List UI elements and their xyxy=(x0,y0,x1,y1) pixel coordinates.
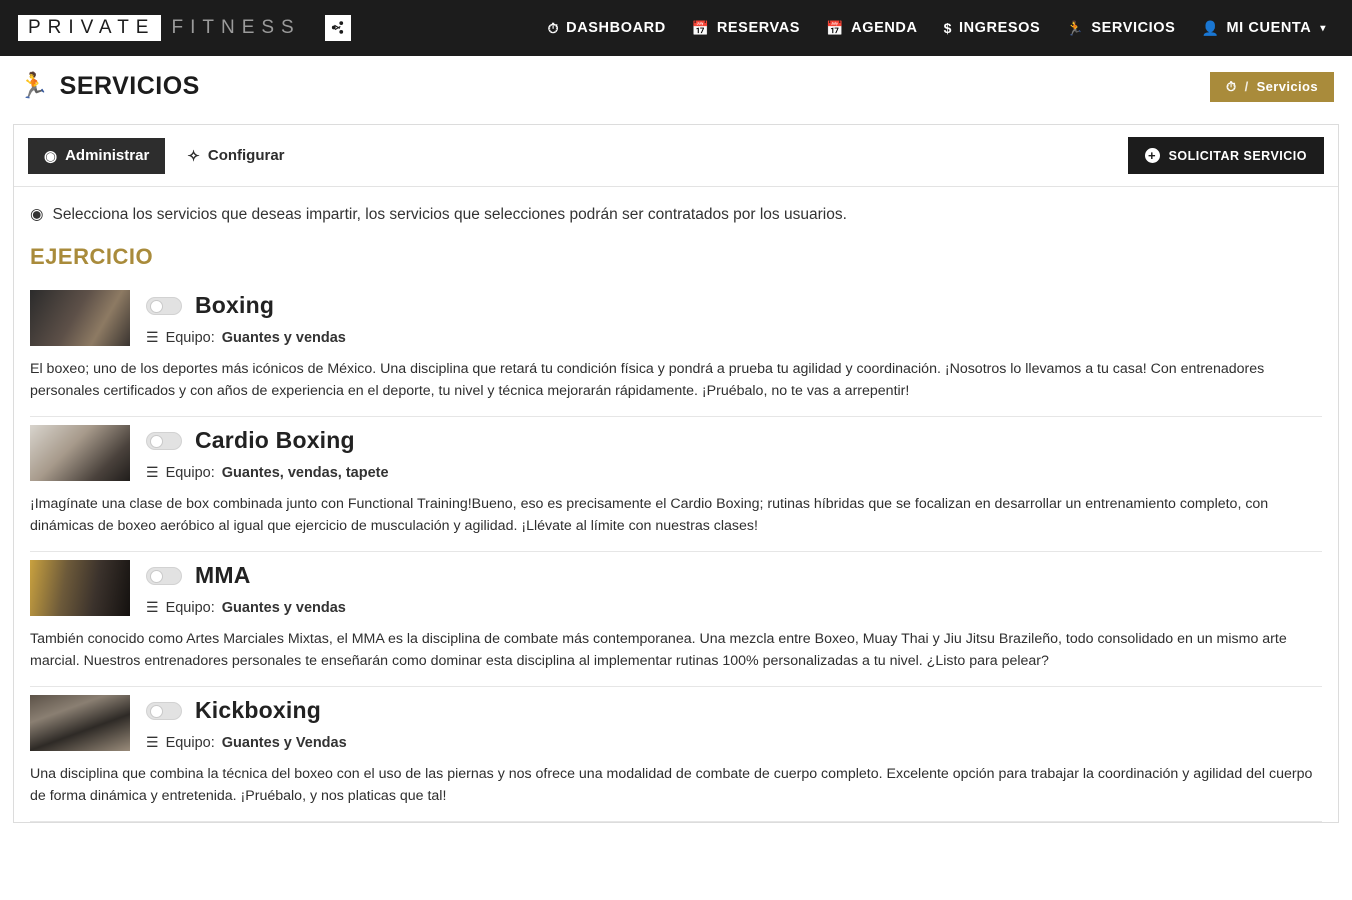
service-row xyxy=(30,282,1322,417)
card-toolbar xyxy=(14,125,1338,187)
main-nav xyxy=(548,20,1334,36)
tab-configurar-label: Configurar xyxy=(207,147,285,164)
user-icon: 👤 xyxy=(1201,20,1220,36)
service-row xyxy=(30,417,1322,552)
equipment-label: Equipo: xyxy=(165,464,215,481)
service-equipment xyxy=(146,599,1322,616)
page-title xyxy=(18,72,200,101)
share-icon[interactable] xyxy=(325,15,351,41)
service-description: Una disciplina que combina la técnica del boxeo con el uso de las piernas y nos ofrece una modalidad de combate de cuerpo completo. Excelente opción para trabajar la coordinación y agilidad del cuerpo de forma dinámica y entretenida. ¡Pruébalo, y nos platicas que tal! xyxy=(30,766,1313,804)
service-row xyxy=(30,552,1322,687)
section-title-ejercicio: EJERCICIO xyxy=(30,244,154,269)
calendar-icon: 📅 xyxy=(691,20,710,36)
service-description: ¡Imagínate una clase de box combinada junto con Functional Training!Bueno, eso es precisamente el Cardio Boxing; rutinas híbridas que se focalizan en desarrollar un entrenamiento completo, con dinámicas de boxeo aeróbico al igual que ejercicio de musculación y agilidad. ¡Llévate al límite con nuestras clases! xyxy=(30,496,1269,534)
service-equipment xyxy=(146,329,1322,346)
service-thumbnail xyxy=(30,290,130,346)
toggle-icon: ◉ xyxy=(44,147,58,165)
brand-fitness-text: FITNESS xyxy=(171,16,301,38)
nav-item-servicios[interactable] xyxy=(1066,20,1175,36)
breadcrumb xyxy=(1210,72,1334,102)
services-card xyxy=(13,124,1339,823)
hint-text: Selecciona los servicios que deseas impartir, los servicios que selecciones podrán ser contratados por los usuarios. xyxy=(52,205,847,223)
service-description: También conocido como Artes Marciales Mixtas, el MMA es la disciplina de combate más contemporanea. Una mezcla entre Boxeo, Muay Thai y Jiu Jitsu Brazileño, todo consolidado en un mismo arte marcial. Nuestros entrenadores personales te enseñarán como dominar esta disciplina al implementar rutinas 100% personalizadas a tu nivel. ¿Listo para pelear? xyxy=(30,631,1287,669)
service-equipment xyxy=(146,734,1322,751)
breadcrumb-current: Servicios xyxy=(1256,79,1318,94)
equipment-icon: ☰ xyxy=(146,329,159,345)
nav-item-label: AGENDA xyxy=(851,20,918,36)
equipment-label: Equipo: xyxy=(165,599,215,616)
service-name: Cardio Boxing xyxy=(195,427,355,453)
nav-item-reservas[interactable] xyxy=(692,20,800,36)
page-header xyxy=(0,56,1352,118)
nav-item-label: MI CUENTA xyxy=(1226,20,1312,36)
equipment-value: Guantes y Vendas xyxy=(221,734,347,751)
service-name: Kickboxing xyxy=(195,697,321,723)
equipment-value: Guantes, vendas, tapete xyxy=(221,464,389,481)
top-navigation-bar xyxy=(0,0,1352,56)
runner-icon: 🏃 xyxy=(18,72,50,100)
tab-configurar[interactable] xyxy=(177,138,294,174)
service-toggle[interactable] xyxy=(146,432,182,450)
equipment-label: Equipo: xyxy=(165,734,215,751)
page-title-text: SERVICIOS xyxy=(59,72,200,100)
equipment-icon: ☰ xyxy=(146,599,159,615)
speedometer-icon: ⏱ xyxy=(547,20,560,36)
chevron-down-icon: ▾ xyxy=(1320,22,1326,34)
equipment-label: Equipo: xyxy=(165,329,215,346)
nav-item-agenda[interactable] xyxy=(826,20,917,36)
tab-administrar[interactable] xyxy=(28,138,165,174)
service-name: MMA xyxy=(195,562,251,588)
equipment-value: Guantes y vendas xyxy=(221,329,346,346)
gear-icon: ✧ xyxy=(187,147,200,165)
service-description: El boxeo; uno de los deportes más icónicos de México. Una disciplina que retará tu condición física y pondrá a prueba tu agilidad y coordinación. ¡Nosotros lo llevamos a tu casa! Con entrenadores personales certificados y con años de experiencia en el deporte, tu nivel y técnica mejorarán rápidamente. ¡Pruébalo, no te vas a arrepentir! xyxy=(30,361,1265,399)
solicitar-servicio-label: SOLICITAR SERVICIO xyxy=(1168,148,1307,163)
dollar-icon: $ xyxy=(943,20,952,36)
service-row xyxy=(30,687,1322,822)
solicitar-servicio-button[interactable] xyxy=(1128,137,1324,174)
equipment-icon: ☰ xyxy=(146,734,159,750)
nav-item-label: SERVICIOS xyxy=(1091,20,1176,36)
service-toggle[interactable] xyxy=(146,567,182,585)
nav-item-dashboard[interactable] xyxy=(548,20,666,36)
service-thumbnail xyxy=(30,560,130,616)
toggle-icon: ◉ xyxy=(30,206,44,223)
nav-item-label: DASHBOARD xyxy=(566,20,666,36)
service-name: Boxing xyxy=(195,292,275,318)
service-toggle[interactable] xyxy=(146,702,182,720)
service-toggle[interactable] xyxy=(146,297,182,315)
brand-logo[interactable] xyxy=(18,15,351,42)
nav-item-mi-cuenta[interactable] xyxy=(1201,20,1326,36)
brand-private-text: PRIVATE xyxy=(18,15,161,42)
calendar-days-icon: 📅 xyxy=(826,20,845,36)
speedometer-icon[interactable]: ⏱ xyxy=(1226,78,1237,94)
breadcrumb-separator: / xyxy=(1244,79,1249,94)
equipment-icon: ☰ xyxy=(146,464,159,480)
nav-item-ingresos[interactable] xyxy=(944,20,1041,36)
equipment-value: Guantes y vendas xyxy=(221,599,346,616)
runner-icon: 🏃 xyxy=(1066,20,1085,36)
service-thumbnail xyxy=(30,695,130,751)
tab-administrar-label: Administrar xyxy=(65,147,150,164)
nav-item-label: INGRESOS xyxy=(958,20,1041,36)
plus-icon: + xyxy=(1145,148,1160,163)
hint-message xyxy=(30,201,1322,240)
nav-item-label: RESERVAS xyxy=(716,20,801,36)
card-body xyxy=(14,187,1338,822)
service-equipment xyxy=(146,464,1322,481)
service-thumbnail xyxy=(30,425,130,481)
